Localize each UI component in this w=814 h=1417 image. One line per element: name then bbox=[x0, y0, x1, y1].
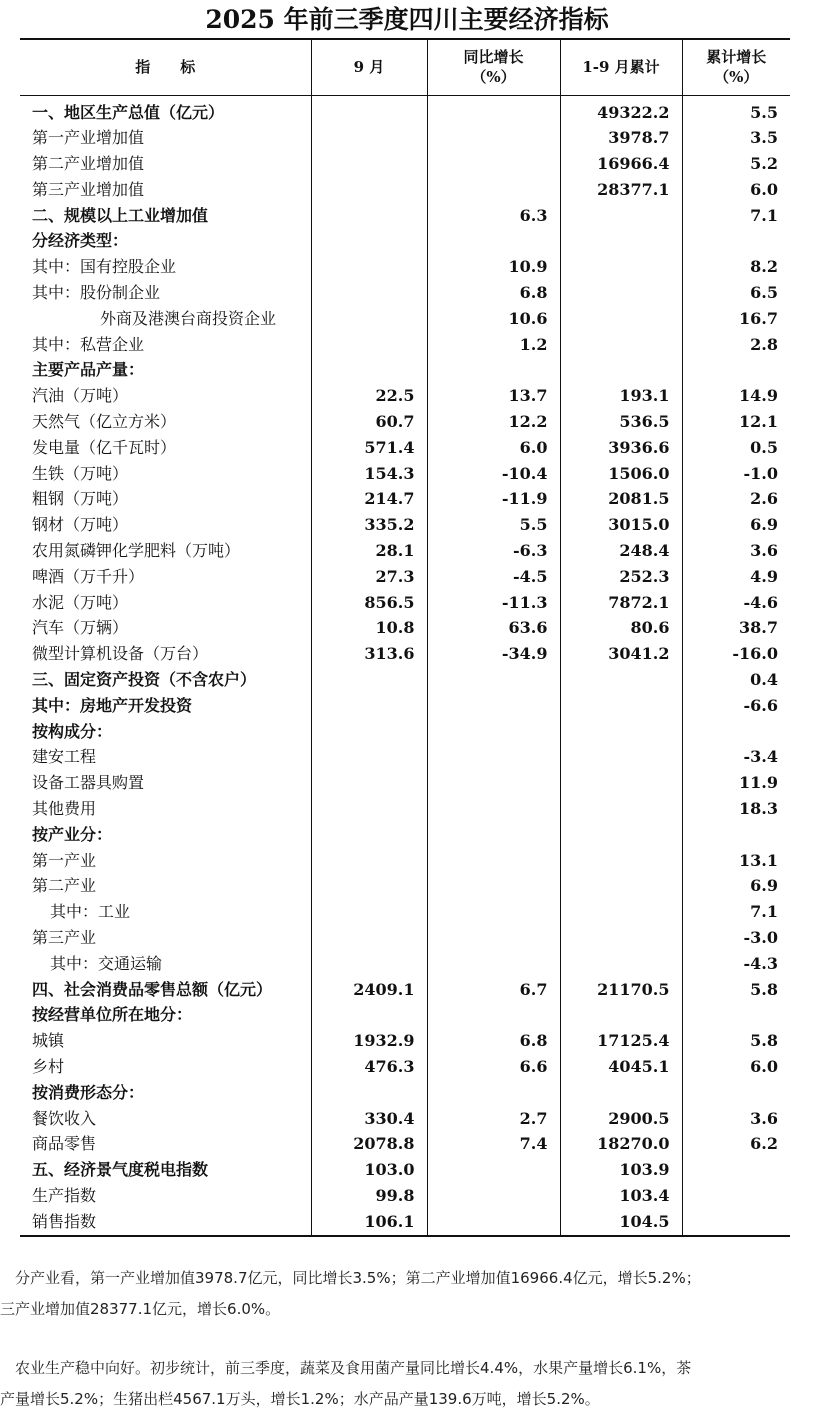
cell-september bbox=[311, 95, 427, 125]
cell-yoy-growth bbox=[427, 925, 560, 951]
cell-cumulative: 103.9 bbox=[560, 1157, 682, 1183]
cell-cumulative-growth bbox=[682, 1209, 790, 1236]
cell-cumulative: 1506.0 bbox=[560, 461, 682, 487]
cell-yoy-growth bbox=[427, 951, 560, 977]
cell-september bbox=[311, 332, 427, 358]
cell-cumulative-growth: 14.9 bbox=[682, 383, 790, 409]
cell-september bbox=[311, 796, 427, 822]
table-row bbox=[20, 177, 790, 203]
cell-september bbox=[311, 228, 427, 254]
row-label: 其中：交通运输 bbox=[50, 953, 163, 973]
cell-cumulative-growth: -3.4 bbox=[682, 744, 790, 770]
cell-yoy-growth: -34.9 bbox=[427, 641, 560, 667]
cell-yoy-growth: -11.3 bbox=[427, 590, 560, 616]
cell-cumulative-growth bbox=[682, 357, 790, 383]
row-label: 四、社会消费品零售总额（亿元） bbox=[32, 979, 273, 999]
cell-cumulative bbox=[560, 357, 682, 383]
cell-september bbox=[311, 719, 427, 745]
cell-cumulative bbox=[560, 1002, 682, 1028]
cell-cumulative: 104.5 bbox=[560, 1209, 682, 1236]
cell-cumulative-growth bbox=[682, 1183, 790, 1209]
cell-cumulative-growth: 6.9 bbox=[682, 873, 790, 899]
cell-cumulative-growth: 3.5 bbox=[682, 125, 790, 151]
cell-yoy-growth bbox=[427, 770, 560, 796]
cell-cumulative: 21170.5 bbox=[560, 977, 682, 1003]
row-label: 二、规模以上工业增加值 bbox=[32, 205, 209, 225]
cell-cumulative: 49322.2 bbox=[560, 95, 682, 125]
cell-september: 28.1 bbox=[311, 538, 427, 564]
cell-september bbox=[311, 1080, 427, 1106]
cell-yoy-growth bbox=[427, 667, 560, 693]
cell-september bbox=[311, 744, 427, 770]
cell-yoy-growth bbox=[427, 95, 560, 125]
cell-cumulative-growth: 0.4 bbox=[682, 667, 790, 693]
cell-september bbox=[311, 899, 427, 925]
row-label: 一、地区生产总值（亿元） bbox=[32, 102, 225, 122]
cell-cumulative-growth: 7.1 bbox=[682, 203, 790, 229]
cell-cumulative: 193.1 bbox=[560, 383, 682, 409]
cell-september bbox=[311, 822, 427, 848]
cell-cumulative bbox=[560, 796, 682, 822]
cell-cumulative-growth: 3.6 bbox=[682, 538, 790, 564]
cell-yoy-growth: -11.9 bbox=[427, 486, 560, 512]
cell-september: 27.3 bbox=[311, 564, 427, 590]
cell-cumulative: 16966.4 bbox=[560, 151, 682, 177]
cell-cumulative: 2081.5 bbox=[560, 486, 682, 512]
cell-cumulative bbox=[560, 1080, 682, 1106]
cell-yoy-growth: 1.2 bbox=[427, 332, 560, 358]
cell-cumulative bbox=[560, 822, 682, 848]
cell-cumulative-growth: -4.3 bbox=[682, 951, 790, 977]
cell-cumulative: 7872.1 bbox=[560, 590, 682, 616]
cell-cumulative-growth: 38.7 bbox=[682, 615, 790, 641]
header-cumulative: 1-9 月累计 bbox=[560, 39, 682, 95]
table-row bbox=[20, 899, 790, 925]
table-row bbox=[20, 796, 790, 822]
cell-september bbox=[311, 693, 427, 719]
cell-september bbox=[311, 873, 427, 899]
table-row bbox=[20, 1157, 790, 1183]
cell-yoy-growth: 6.6 bbox=[427, 1054, 560, 1080]
table-row bbox=[20, 435, 790, 461]
cell-september: 1932.9 bbox=[311, 1028, 427, 1054]
cell-yoy-growth: 10.9 bbox=[427, 254, 560, 280]
row-label: 第二产业 bbox=[32, 876, 97, 896]
row-label: 其中：股份制企业 bbox=[32, 283, 161, 303]
cell-september bbox=[311, 306, 427, 332]
cell-cumulative-growth: 5.8 bbox=[682, 1028, 790, 1054]
cell-cumulative: 3978.7 bbox=[560, 125, 682, 151]
paragraph-agriculture-line2: 产量增长5.2%；生猪出栏4567.1万头，增长1.2%；水产品产量139.6万吨，增长5.2%。 bbox=[0, 1390, 600, 1408]
cell-yoy-growth bbox=[427, 1209, 560, 1236]
row-label: 销售指数 bbox=[20, 1209, 311, 1236]
cell-cumulative: 80.6 bbox=[560, 615, 682, 641]
cell-cumulative-growth: -6.6 bbox=[682, 693, 790, 719]
cell-cumulative-growth: 7.1 bbox=[682, 899, 790, 925]
cell-cumulative bbox=[560, 667, 682, 693]
cell-cumulative-growth: 2.8 bbox=[682, 332, 790, 358]
cell-september: 330.4 bbox=[311, 1106, 427, 1132]
cell-september: 476.3 bbox=[311, 1054, 427, 1080]
cell-cumulative-growth: 6.5 bbox=[682, 280, 790, 306]
row-label: 粗钢（万吨） bbox=[32, 489, 129, 509]
cell-september bbox=[311, 254, 427, 280]
cell-september bbox=[311, 203, 427, 229]
table-row bbox=[20, 486, 790, 512]
cell-cumulative-growth: 2.6 bbox=[682, 486, 790, 512]
cell-yoy-growth bbox=[427, 822, 560, 848]
table-row bbox=[20, 564, 790, 590]
row-label: 农用氮磷钾化学肥料（万吨） bbox=[32, 541, 241, 561]
table-row bbox=[20, 848, 790, 874]
cell-yoy-growth bbox=[427, 357, 560, 383]
cell-cumulative: 536.5 bbox=[560, 409, 682, 435]
page-title: 2025 年前三季度四川主要经济指标 bbox=[205, 5, 609, 34]
cell-cumulative-growth bbox=[682, 719, 790, 745]
row-label: 分经济类型： bbox=[32, 231, 129, 251]
cell-september bbox=[311, 1002, 427, 1028]
row-label: 水泥（万吨） bbox=[32, 592, 129, 612]
table-row bbox=[20, 95, 790, 125]
cell-cumulative: 103.4 bbox=[560, 1183, 682, 1209]
table-row bbox=[20, 822, 790, 848]
cell-yoy-growth bbox=[427, 1157, 560, 1183]
row-label: 钢材（万吨） bbox=[32, 515, 129, 535]
table-header bbox=[20, 39, 790, 95]
cell-yoy-growth: -6.3 bbox=[427, 538, 560, 564]
table-row bbox=[20, 951, 790, 977]
cell-cumulative-growth: 13.1 bbox=[682, 848, 790, 874]
cell-september: 22.5 bbox=[311, 383, 427, 409]
row-label: 汽油（万吨） bbox=[32, 386, 129, 406]
cell-september bbox=[311, 925, 427, 951]
header-september: 9 月 bbox=[311, 39, 427, 95]
cell-yoy-growth bbox=[427, 796, 560, 822]
table-row bbox=[20, 228, 790, 254]
table-row bbox=[20, 306, 790, 332]
cell-september bbox=[311, 770, 427, 796]
row-label: 按构成分： bbox=[32, 721, 113, 741]
cell-cumulative-growth: 8.2 bbox=[682, 254, 790, 280]
cell-september: 2078.8 bbox=[311, 1131, 427, 1157]
cell-september bbox=[311, 848, 427, 874]
cell-cumulative-growth: 5.8 bbox=[682, 977, 790, 1003]
cell-september: 106.1 bbox=[311, 1209, 427, 1236]
row-label: 其中：工业 bbox=[50, 902, 131, 922]
row-label: 生产指数 bbox=[32, 1185, 97, 1205]
table-row bbox=[20, 1183, 790, 1209]
cell-yoy-growth bbox=[427, 744, 560, 770]
table-body bbox=[20, 95, 790, 1236]
cell-cumulative: 2900.5 bbox=[560, 1106, 682, 1132]
cell-yoy-growth: 12.2 bbox=[427, 409, 560, 435]
table-row bbox=[20, 280, 790, 306]
cell-cumulative-growth bbox=[682, 1157, 790, 1183]
cell-september: 154.3 bbox=[311, 461, 427, 487]
cell-yoy-growth: 5.5 bbox=[427, 512, 560, 538]
row-label: 第一产业增加值 bbox=[32, 128, 145, 148]
row-label: 五、经济景气度税电指数 bbox=[32, 1160, 209, 1180]
cell-cumulative-growth bbox=[682, 1002, 790, 1028]
cell-cumulative-growth: 0.5 bbox=[682, 435, 790, 461]
cell-september bbox=[311, 667, 427, 693]
cell-september bbox=[311, 177, 427, 203]
cell-yoy-growth bbox=[427, 899, 560, 925]
cell-yoy-growth: 6.8 bbox=[427, 280, 560, 306]
cell-september bbox=[311, 125, 427, 151]
table-row bbox=[20, 744, 790, 770]
row-label: 第三产业增加值 bbox=[32, 179, 145, 199]
cell-yoy-growth: 6.7 bbox=[427, 977, 560, 1003]
cell-cumulative-growth: 6.9 bbox=[682, 512, 790, 538]
row-label: 餐饮收入 bbox=[32, 1108, 97, 1128]
cell-yoy-growth bbox=[427, 1002, 560, 1028]
paragraph-agriculture-line1: 农业生产稳中向好。初步统计，前三季度，蔬菜及食用菌产量同比增长4.4%，水果产量增长6.1%，茶 bbox=[0, 1359, 692, 1377]
table-row bbox=[20, 254, 790, 280]
header-cumulative-growth: 累计增长 （%） bbox=[682, 39, 790, 95]
row-label: 微型计算机设备（万台） bbox=[32, 644, 209, 664]
table-row bbox=[20, 1106, 790, 1132]
cell-cumulative bbox=[560, 770, 682, 796]
cell-cumulative: 17125.4 bbox=[560, 1028, 682, 1054]
cell-september: 99.8 bbox=[311, 1183, 427, 1209]
table-row bbox=[20, 977, 790, 1003]
row-label: 按产业分： bbox=[32, 824, 113, 844]
cell-september: 214.7 bbox=[311, 486, 427, 512]
table-row bbox=[20, 1080, 790, 1106]
cell-yoy-growth bbox=[427, 873, 560, 899]
cell-cumulative bbox=[560, 306, 682, 332]
cell-september: 60.7 bbox=[311, 409, 427, 435]
cell-cumulative-growth: 3.6 bbox=[682, 1106, 790, 1132]
cell-cumulative bbox=[560, 719, 682, 745]
cell-yoy-growth bbox=[427, 693, 560, 719]
row-label: 乡村 bbox=[32, 1056, 65, 1076]
row-label: 建安工程 bbox=[32, 747, 97, 767]
cell-yoy-growth: -4.5 bbox=[427, 564, 560, 590]
cell-cumulative: 28377.1 bbox=[560, 177, 682, 203]
row-label: 其中：私营企业 bbox=[32, 334, 145, 354]
row-label: 按经营单位所在地分： bbox=[32, 1005, 193, 1025]
row-label: 第三产业 bbox=[32, 928, 97, 947]
cell-cumulative bbox=[560, 203, 682, 229]
row-label: 生铁（万吨） bbox=[32, 463, 129, 483]
row-label: 其他费用 bbox=[32, 799, 97, 819]
row-label: 汽车（万辆） bbox=[32, 618, 129, 638]
table-row bbox=[20, 925, 790, 951]
row-label: 其中：国有控股企业 bbox=[32, 257, 177, 277]
cell-september: 571.4 bbox=[311, 435, 427, 461]
cell-cumulative-growth: 18.3 bbox=[682, 796, 790, 822]
cell-cumulative-growth: 5.2 bbox=[682, 151, 790, 177]
cell-cumulative-growth: 5.5 bbox=[682, 95, 790, 125]
table-row bbox=[20, 667, 790, 693]
cell-cumulative bbox=[560, 254, 682, 280]
cell-yoy-growth: 7.4 bbox=[427, 1131, 560, 1157]
cell-cumulative: 18270.0 bbox=[560, 1131, 682, 1157]
table-row bbox=[20, 357, 790, 383]
table-row bbox=[20, 590, 790, 616]
cell-yoy-growth bbox=[427, 151, 560, 177]
cell-cumulative-growth bbox=[682, 228, 790, 254]
cell-yoy-growth bbox=[427, 848, 560, 874]
cell-yoy-growth bbox=[427, 1183, 560, 1209]
cell-yoy-growth bbox=[427, 719, 560, 745]
row-label: 其中：房地产开发投资 bbox=[32, 695, 193, 715]
table-row bbox=[20, 383, 790, 409]
cell-cumulative-growth: 6.0 bbox=[682, 1054, 790, 1080]
table-row bbox=[20, 151, 790, 177]
cell-cumulative-growth: 11.9 bbox=[682, 770, 790, 796]
cell-cumulative: 3936.6 bbox=[560, 435, 682, 461]
row-label: 啤酒（万千升） bbox=[32, 566, 145, 586]
cell-september: 335.2 bbox=[311, 512, 427, 538]
cell-cumulative: 3041.2 bbox=[560, 641, 682, 667]
cell-cumulative bbox=[560, 280, 682, 306]
cell-yoy-growth bbox=[427, 177, 560, 203]
table-row bbox=[20, 203, 790, 229]
cell-yoy-growth bbox=[427, 228, 560, 254]
header-indicator: 指 标 bbox=[20, 39, 311, 95]
cell-september: 856.5 bbox=[311, 590, 427, 616]
table-row bbox=[20, 461, 790, 487]
cell-september bbox=[311, 151, 427, 177]
cell-september bbox=[311, 951, 427, 977]
table-row bbox=[20, 409, 790, 435]
cell-cumulative-growth: -16.0 bbox=[682, 641, 790, 667]
cell-cumulative-growth bbox=[682, 1080, 790, 1106]
cell-cumulative bbox=[560, 873, 682, 899]
cell-cumulative: 4045.1 bbox=[560, 1054, 682, 1080]
table-row bbox=[20, 1209, 790, 1236]
table-row bbox=[20, 1054, 790, 1080]
cell-yoy-growth: 13.7 bbox=[427, 383, 560, 409]
cell-cumulative bbox=[560, 899, 682, 925]
cell-september: 103.0 bbox=[311, 1157, 427, 1183]
table-row bbox=[20, 1002, 790, 1028]
cell-cumulative: 252.3 bbox=[560, 564, 682, 590]
header-yoy-growth: 同比增长 （%） bbox=[427, 39, 560, 95]
cell-cumulative bbox=[560, 951, 682, 977]
table-row bbox=[20, 125, 790, 151]
cell-yoy-growth bbox=[427, 1080, 560, 1106]
cell-cumulative bbox=[560, 925, 682, 951]
cell-cumulative-growth: -3.0 bbox=[682, 925, 790, 951]
cell-yoy-growth: 10.6 bbox=[427, 306, 560, 332]
table-row bbox=[20, 538, 790, 564]
cell-cumulative-growth: 6.0 bbox=[682, 177, 790, 203]
cell-cumulative-growth: 12.1 bbox=[682, 409, 790, 435]
row-label: 设备工器具购置 bbox=[32, 773, 145, 793]
table-row bbox=[20, 1028, 790, 1054]
cell-cumulative-growth: 16.7 bbox=[682, 306, 790, 332]
row-label: 商品零售 bbox=[32, 1134, 97, 1154]
row-label: 城镇 bbox=[32, 1031, 65, 1051]
cell-september bbox=[311, 280, 427, 306]
row-label: 发电量（亿千瓦时） bbox=[32, 437, 177, 457]
table-row bbox=[20, 693, 790, 719]
cell-cumulative-growth: 4.9 bbox=[682, 564, 790, 590]
row-label: 第一产业 bbox=[32, 850, 97, 870]
row-label: 天然气（亿立方米） bbox=[32, 412, 177, 432]
table-row bbox=[20, 873, 790, 899]
cell-september: 10.8 bbox=[311, 615, 427, 641]
row-label: 主要产品产量： bbox=[32, 360, 145, 380]
row-label: 外商及港澳台商投资企业 bbox=[100, 308, 277, 328]
row-label: 第二产业增加值 bbox=[32, 154, 145, 174]
table-row bbox=[20, 719, 790, 745]
row-label: 按消费形态分： bbox=[32, 1082, 145, 1102]
cell-cumulative-growth: -4.6 bbox=[682, 590, 790, 616]
cell-cumulative-growth bbox=[682, 822, 790, 848]
row-label: 三、固定资产投资（不含农户） bbox=[32, 670, 257, 690]
cell-cumulative bbox=[560, 848, 682, 874]
table-row bbox=[20, 1131, 790, 1157]
cell-yoy-growth: -10.4 bbox=[427, 461, 560, 487]
cell-september: 313.6 bbox=[311, 641, 427, 667]
cell-cumulative-growth: -1.0 bbox=[682, 461, 790, 487]
table-row bbox=[20, 332, 790, 358]
cell-yoy-growth: 2.7 bbox=[427, 1106, 560, 1132]
table-row bbox=[20, 641, 790, 667]
cell-cumulative bbox=[560, 228, 682, 254]
cell-cumulative: 248.4 bbox=[560, 538, 682, 564]
table-row bbox=[20, 615, 790, 641]
cell-yoy-growth bbox=[427, 125, 560, 151]
cell-yoy-growth: 6.3 bbox=[427, 203, 560, 229]
paragraph-industry-line1: 分产业看，第一产业增加值3978.7亿元，同比增长3.5%；第二产业增加值16966.4亿元，增长5.2%； bbox=[0, 1269, 701, 1287]
indicators-table bbox=[20, 38, 790, 1237]
paragraph-industry-line2: 三产业增加值28377.1亿元，增长6.0%。 bbox=[0, 1300, 281, 1318]
cell-cumulative bbox=[560, 332, 682, 358]
table-row bbox=[20, 512, 790, 538]
cell-cumulative: 3015.0 bbox=[560, 512, 682, 538]
cell-yoy-growth: 63.6 bbox=[427, 615, 560, 641]
cell-yoy-growth: 6.0 bbox=[427, 435, 560, 461]
cell-yoy-growth: 6.8 bbox=[427, 1028, 560, 1054]
cell-cumulative bbox=[560, 693, 682, 719]
cell-cumulative-growth: 6.2 bbox=[682, 1131, 790, 1157]
table-row bbox=[20, 770, 790, 796]
cell-cumulative bbox=[560, 744, 682, 770]
cell-september bbox=[311, 357, 427, 383]
cell-september: 2409.1 bbox=[311, 977, 427, 1003]
